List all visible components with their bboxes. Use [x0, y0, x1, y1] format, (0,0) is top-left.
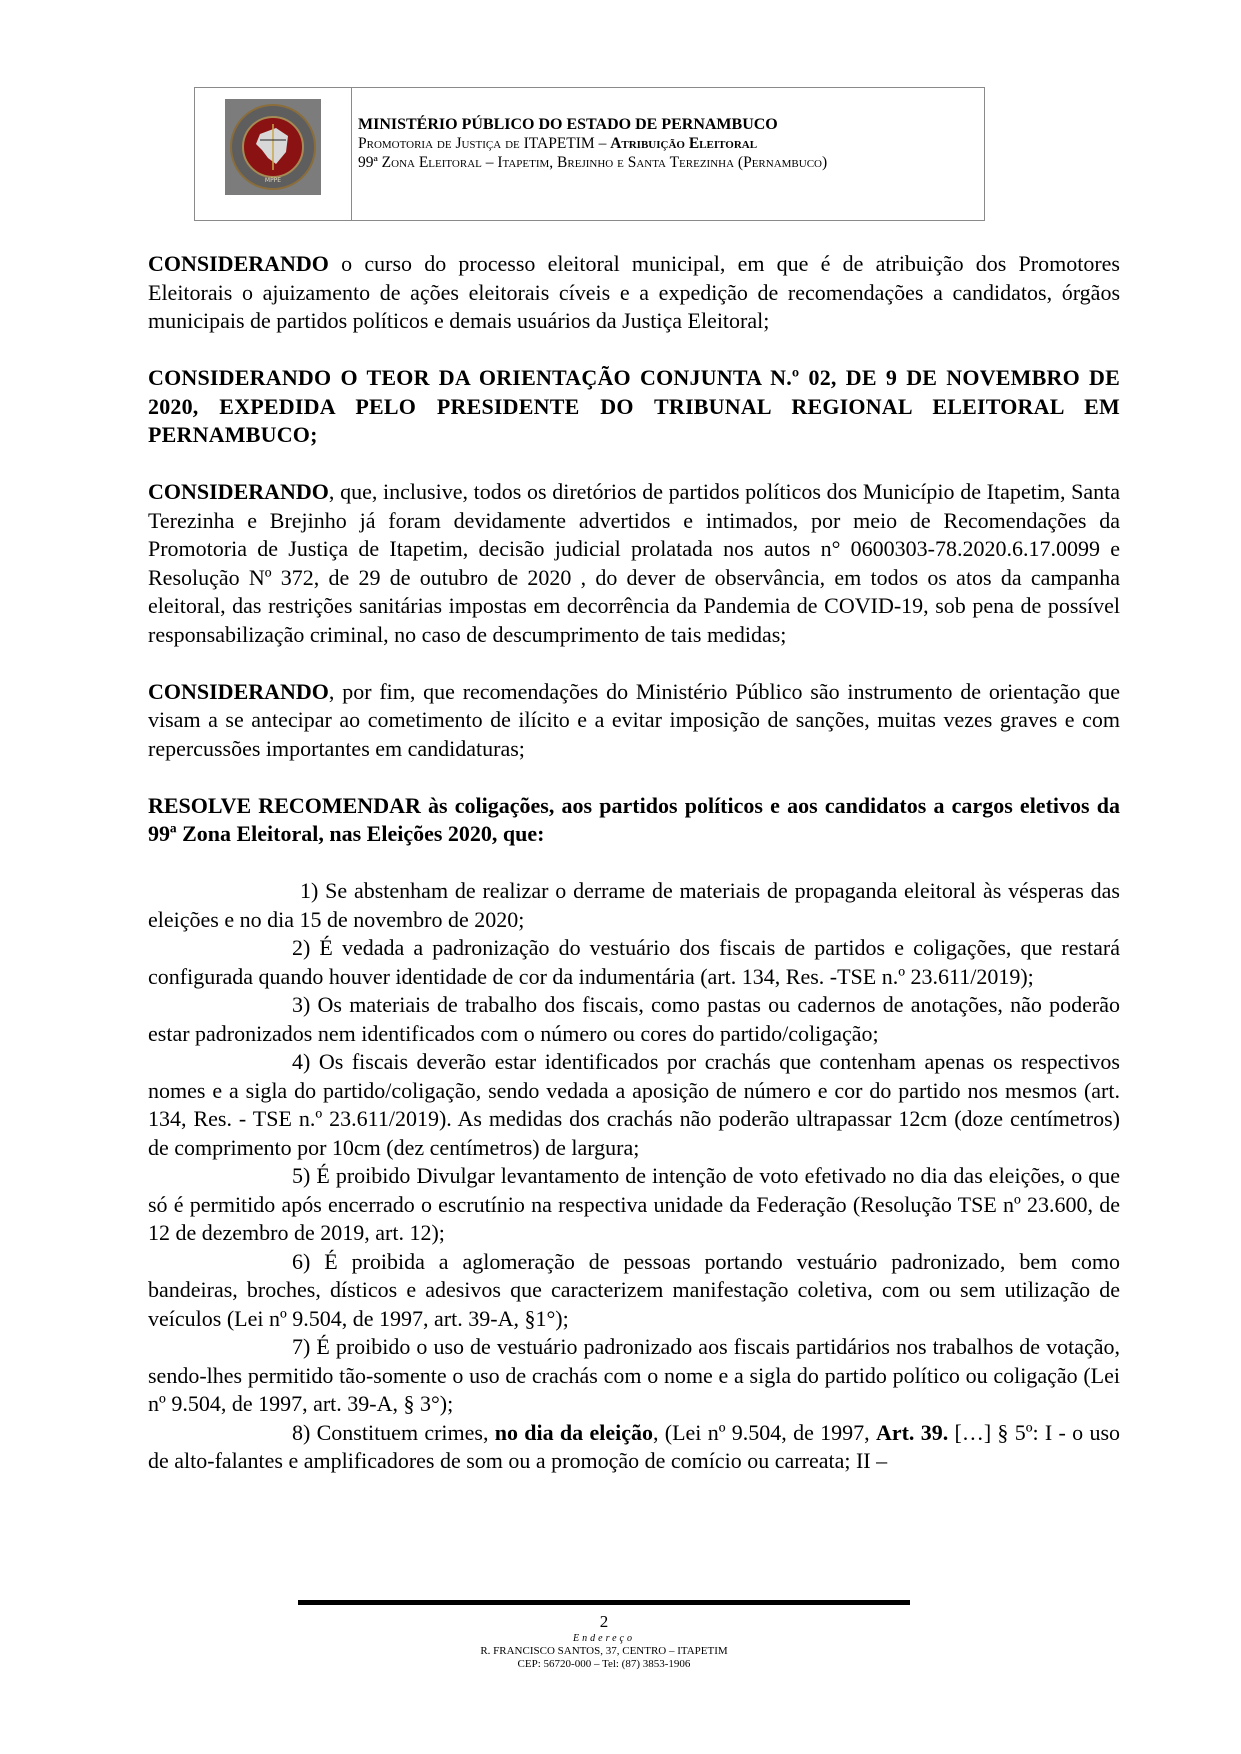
- letterhead: [194, 87, 985, 221]
- item8-emphasis-dia: no dia da eleição: [494, 1419, 653, 1445]
- document-body: [148, 250, 1120, 1476]
- recommendation-item-8: [148, 1419, 1120, 1476]
- recommendation-item-7: 7) É proibido o uso de vestuário padronizado aos fiscais partidários nos trabalhos de votação, sendo-lhes permitido tão-somente o uso de crachás com o nome e a sigla do partido político ou coligação (Lei nº 9.504, de 1997, art. 39-A, § 3°);: [148, 1334, 1120, 1416]
- item8-emphasis-art: Art. 39.: [875, 1419, 949, 1445]
- considerando-4: [148, 678, 1120, 764]
- recommendation-item-4: 4) Os fiscais deverão estar identificados por crachás que contenham apenas os respectivos nomes e a sigla do partido/coligação, sendo vedada a aposição de número e cor do partido nos mesmos (art. 134, Res. - TSE n.º 23.611/2019). As medidas dos crachás não poderão ultrapassar 12cm (doze centímetros) de comprimento por 10cm (dez centímetros) de largura;: [148, 1049, 1120, 1160]
- considerando-keyword: CONSIDERANDO: [148, 251, 329, 276]
- considerando-1: [148, 250, 1120, 336]
- org-name: MINISTÉRIO PÚBLICO DO ESTADO DE PERNAMBUCO: [358, 116, 778, 133]
- mppe-seal-graphic: [228, 102, 318, 192]
- item8-text-e: […] § 5º: I - o uso de alto-falantes e amplificadores de som ou a promoção de comício ou carreata; II –: [148, 1419, 1120, 1473]
- considerando-2: CONSIDERANDO O TEOR DA ORIENTAÇÃO CONJUNTA N.º 02, DE 9 DE NOVEMBRO DE 2020, EXPEDIDA PELO PRESIDENTE DO TRIBUNAL REGIONAL ELEITORAL EM PERNAMBUCO;: [148, 365, 1120, 447]
- promotoria-name: Promotoria de Justiça de ITAPETIM –: [358, 135, 611, 152]
- logo-bottom-text: MPPE: [264, 177, 282, 184]
- recommendation-item-6: 6) É proibida a aglomeração de pessoas portando vestuário padronizado, bem como bandeiras, broches, dísticos e adesivos que caracterizem manifestação coletiva, com ou sem utilização de veículos (Lei nº 9.504, de 1997, art. 39-A, §1°);: [148, 1248, 1120, 1331]
- considerando-4-text: , por fim, que recomendações do Ministério Público são instrumento de orientação que visam a se antecipar ao cometimento de ilícito e a evitar imposição de sanções, muitas vezes graves e com repercussões importantes em candidaturas;: [148, 678, 1120, 761]
- considerando-1-text: o curso do processo eleitoral municipal, em que é de atribuição dos Promotores Eleitorais o ajuizamento de ações eleitorais cíveis e a expedição de recomendações a candidatos, órgãos municipais de partidos políticos e demais usuários da Justiça Eleitoral;: [148, 251, 1120, 333]
- atribuicao-label: Atribuição Eleitoral: [610, 135, 758, 152]
- address-line-2: CEP: 56720-000 – Tel: (87) 3853-1906: [517, 1658, 691, 1670]
- recommendation-item-3: 3) Os materiais de trabalho dos fiscais, como pastas ou cadernos de anotações, não poderão estar padronizados nem identificados com o número ou cores do partido/coligação;: [148, 992, 1120, 1046]
- mppe-seal-icon: [225, 99, 321, 195]
- promotoria-line: [358, 134, 827, 153]
- resolve-recomendar: RESOLVE RECOMENDAR às coligações, aos partidos políticos e aos candidatos a cargos eletivos da 99ª Zona Eleitoral, nas Eleições 2020, que:: [148, 792, 1120, 846]
- logo-cell: [195, 88, 352, 220]
- page-footer: [298, 1612, 910, 1671]
- page-number: 2: [599, 1612, 609, 1631]
- item8-text-a: 8) Constituem crimes,: [292, 1419, 495, 1445]
- letterhead-text: [352, 88, 827, 220]
- recommendation-item-1: 1) Se abstenham de realizar o derrame de materiais de propaganda eleitoral às vésperas das eleições e no dia 15 de novembro de 2020;: [148, 878, 1120, 932]
- considerando-3-text: , que, inclusive, todos os diretórios de partidos políticos dos Município de Itapetim, Santa Terezinha e Brejinho já foram devidamente advertidos e intimados, por meio de Recomendações da Promotoria de Justiça de Itapetim, decisão judicial prolatada nos autos n° 0600303-78.2020.6.17.0099 e Resolução Nº 372, de 29 de outubro de 2020 , do dever de observância, em todos os atos da campanha eleitoral, das restrições sanitárias impostas em decorrência da Pandemia de COVID-19, sob pena de possível responsabilização criminal, no caso de descumprimento de tais medidas;: [148, 479, 1120, 647]
- address-label: Endereço: [573, 1633, 635, 1644]
- recommendation-item-5: 5) É proibido Divulgar levantamento de intenção de voto efetivado no dia das eleições, o que só é permitido após encerrado o escrutínio na respectiva unidade da Federação (Resolução TSE nº 23.600, de 12 de dezembro de 2019, art. 12);: [148, 1163, 1120, 1245]
- considerando-keyword: CONSIDERANDO: [148, 479, 329, 504]
- considerando-3: [148, 478, 1120, 649]
- item8-text-c: , (Lei nº 9.504, de 1997,: [652, 1419, 876, 1445]
- considerando-keyword: CONSIDERANDO: [148, 678, 329, 704]
- footer-divider: [298, 1600, 910, 1605]
- zona-line: 99ª Zona Eleitoral – Itapetim, Brejinho e Santa Terezinha (Pernambuco): [358, 154, 828, 171]
- recommendation-item-2: 2) É vedada a padronização do vestuário dos fiscais de partidos e coligações, que restará configurada quando houver identidade de cor da indumentária (art. 134, Res. -TSE n.º 23.611/2019);: [148, 935, 1120, 989]
- address-line-1: R. FRANCISCO SANTOS, 37, CENTRO – ITAPETIM: [480, 1645, 728, 1657]
